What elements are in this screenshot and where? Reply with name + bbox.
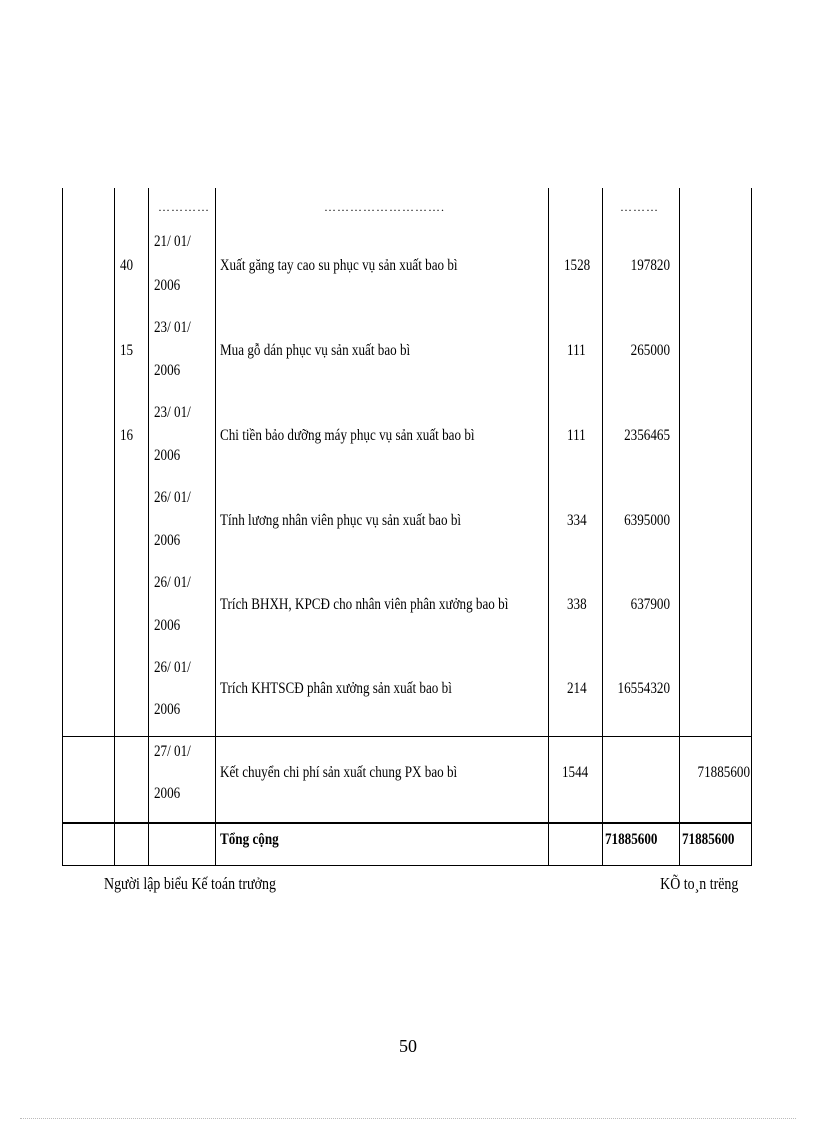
- col-divider-acct: [602, 188, 603, 866]
- row-date-line1: 26/ 01/: [154, 489, 191, 506]
- row-date-line1: 23/ 01/: [154, 404, 191, 421]
- row-description: Trích KHTSCĐ phân xưởng sản xuất bao bì: [220, 680, 452, 697]
- row-account: 334: [567, 512, 587, 529]
- total-label: Tổng cộng: [220, 831, 279, 848]
- row-debit: 2356465: [624, 427, 670, 444]
- row-date-line1: 21/ 01/: [154, 233, 191, 250]
- row-date-line2: 2006: [154, 701, 181, 718]
- row-date-line2: 2006: [154, 617, 181, 634]
- amount-placeholder: ………: [620, 200, 659, 214]
- col-divider-date: [215, 188, 216, 866]
- row-date-line2: 2006: [154, 447, 181, 464]
- row-description: Xuất găng tay cao su phục vụ sản xuất bao bì: [220, 257, 458, 274]
- row-description: Tính lương nhân viên phục vụ sản xuất bao bì: [220, 512, 462, 529]
- row-debit: 197820: [630, 257, 670, 274]
- row-account: 214: [567, 680, 587, 697]
- col-divider-no2: [148, 188, 149, 866]
- row-date-line2: 2006: [154, 362, 181, 379]
- row-description: Mua gỗ dán phục vụ sản xuất bao bì: [220, 342, 411, 359]
- row-debit: 16554320: [617, 680, 670, 697]
- closing-row-top-border: [62, 736, 752, 737]
- col-divider-debit: [679, 188, 680, 866]
- border-right: [751, 188, 752, 866]
- row-debit: 6395000: [624, 512, 670, 529]
- page-bottom-divider: [20, 1118, 796, 1119]
- row-date-line2: 2006: [154, 532, 181, 549]
- col-divider-desc: [548, 188, 549, 866]
- closing-account: 1544: [562, 764, 589, 781]
- date-placeholder: …………: [158, 200, 210, 214]
- row-debit: 265000: [630, 342, 670, 359]
- description-placeholder: ……………………….: [324, 200, 445, 214]
- page-number: 50: [399, 1036, 417, 1056]
- row-date-line1: 26/ 01/: [154, 659, 191, 676]
- row-no: 16: [120, 427, 134, 444]
- row-debit: 637900: [630, 596, 670, 613]
- table-bottom-border: [62, 865, 752, 866]
- ledger-table: [62, 188, 752, 866]
- total-credit: 71885600: [682, 831, 735, 848]
- closing-date-line1: 27/ 01/: [154, 743, 191, 760]
- row-no: 15: [120, 342, 134, 359]
- signature-left: Người lập biểu Kế toán trưởng: [104, 874, 276, 893]
- row-account: 1528: [564, 257, 591, 274]
- closing-description: Kết chuyển chi phí sản xuất chung PX bao bì: [220, 764, 458, 781]
- row-description: Trích BHXH, KPCĐ cho nhân viên phân xưởng bao bì: [220, 596, 509, 613]
- total-row-top-border: [62, 822, 752, 824]
- row-date-line1: 23/ 01/: [154, 319, 191, 336]
- row-account: 111: [567, 342, 586, 359]
- closing-credit: 71885600: [697, 764, 750, 781]
- row-date-line1: 26/ 01/: [154, 574, 191, 591]
- border-left: [62, 188, 63, 866]
- row-date-line2: 2006: [154, 277, 181, 294]
- signature-right: KÕ to¸n trëng: [659, 874, 738, 893]
- row-account: 111: [567, 427, 586, 444]
- total-debit: 71885600: [605, 831, 658, 848]
- row-description: Chi tiền bảo dưỡng máy phục vụ sản xuất bao bì: [220, 427, 475, 444]
- row-account: 338: [567, 596, 587, 613]
- closing-date-line2: 2006: [154, 785, 181, 802]
- col-divider-no: [114, 188, 115, 866]
- row-no: 40: [120, 257, 134, 274]
